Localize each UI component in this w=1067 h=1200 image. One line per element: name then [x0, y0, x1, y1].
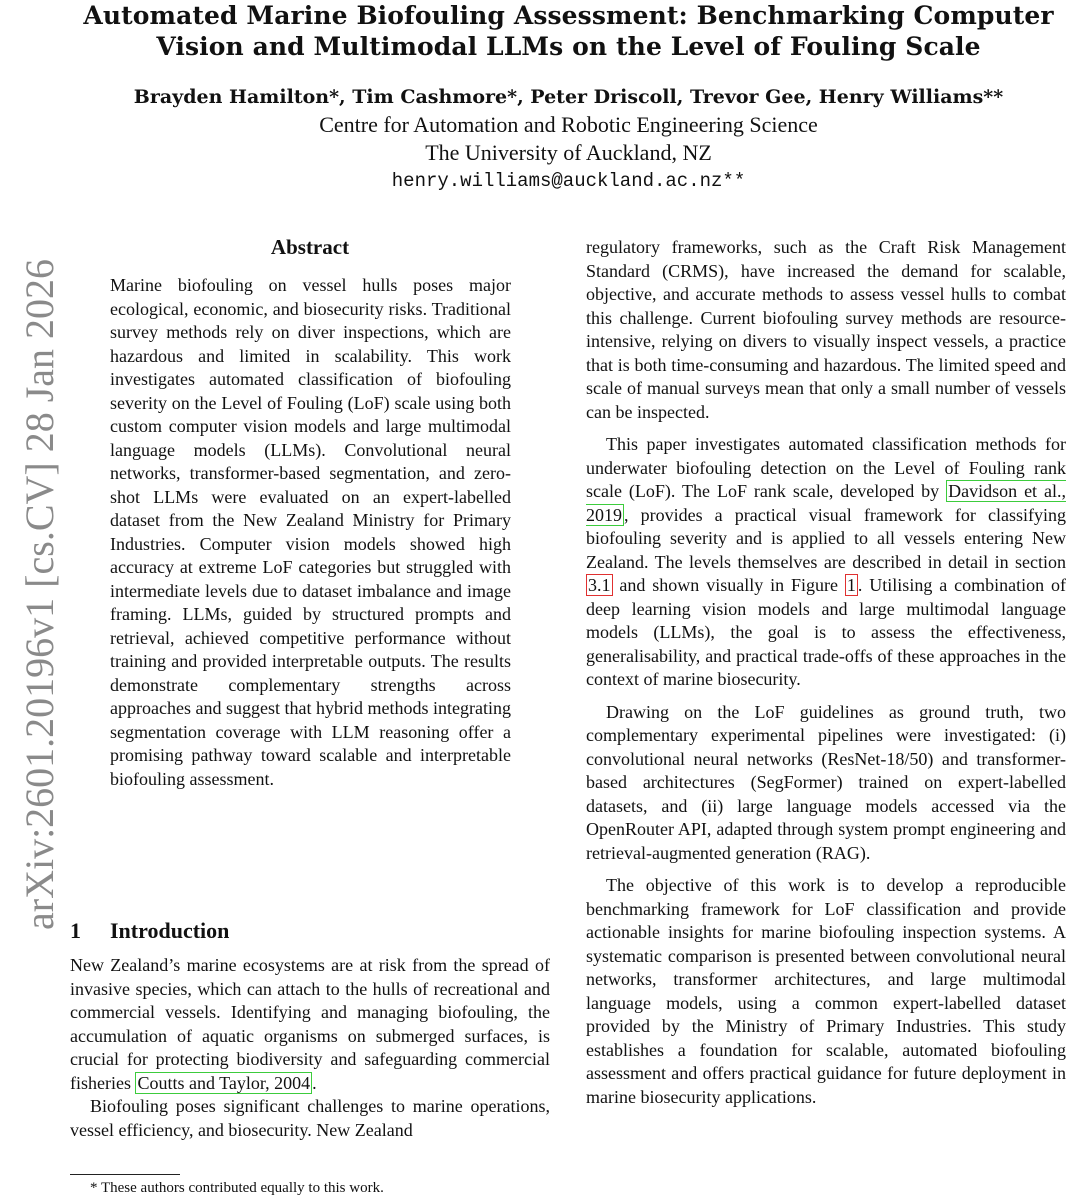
abstract-text: Marine biofouling on vessel hulls poses major ecological, economic, and biosecurity risks. Traditional survey methods rely on diver inspections, which are hazardous and limited in scalability. This work investigates automated classification of biofouling severity on the Level of Fouling (LoF) scale using both custom computer vision models and large multimodal language models (LLMs). Convolutional neural networks, transformer-based segmentation, and zero-shot LLMs were evaluated on an expert-labelled dataset from the New Zealand Ministry for Primary Industries. Computer vision models showed high accuracy at extreme LoF categories but struggled with intermediate levels due to dataset imbalance and image framing. LLMs, guided by structured prompts and retrieval, achieved competitive performance without training and provided interpretable outputs. The results demonstrate complementary strengths across approaches and suggest that hybrid methods integrating segmentation coverage with LLM reasoning offer a promising pathway toward scalable and interpretable biofouling assessment. [110, 275, 511, 789]
affiliation-line-1: Centre for Automation and Robotic Engineering Science [319, 112, 818, 137]
abstract-body [110, 274, 511, 791]
intro-p3-b: , provides a practical visual framework for classifying biofouling severity and is applied to all vessels entering New Zealand. The levels themselves are described in detail in section [586, 504, 1066, 572]
affiliation [20, 111, 1067, 167]
intro-paragraph-3 [586, 433, 1066, 692]
intro-p3-c: and shown visually in Figure [612, 575, 845, 595]
figure-ref-link[interactable]: 1 [846, 575, 856, 595]
intro-p3-a: This paper investigates automated classification methods for underwater biofouling detection on the Level of Fouling rank scale (LoF). The LoF rank scale, developed by [586, 434, 1066, 501]
intro-paragraph-2: Biofouling poses significant challenges to marine operations, vessel efficiency, and biosecurity. New Zealand [70, 1096, 550, 1140]
section-heading-introduction [70, 918, 229, 944]
intro-paragraph-2-continued: regulatory frameworks, such as the Craft Risk Management Standard (CRMS), have increased the demand for scalable, objective, and accurate methods to assess vessel hulls to combat this challenge. Current biofouling survey methods are resource-intensive, relying on divers to visually inspect vessels, a practice that is both time-consuming and hazardous. The limited speed and scale of manual surveys mean that only a small number of vessels can be inspected. [586, 237, 1066, 422]
introduction-right-column [586, 236, 1066, 1109]
footnote-equal-contribution: * These authors contributed equally to this work. [90, 1180, 384, 1196]
intro-paragraph-4: Drawing on the LoF guidelines as ground truth, two complementary experimental pipelines were investigated: (i) convolutional neural networks (ResNet-18/50) and transformer-based architectures (SegFormer) trained on expert-labelled datasets, and (ii) large language models accessed via the OpenRouter API, adapted through system prompt engineering and retrieval-augmented generation (RAG). [586, 701, 1066, 863]
arxiv-identifier: arXiv:2601.20196v1 [cs.CV] 28 Jan 2026 [17, 258, 62, 930]
abstract-heading: Abstract [270, 235, 350, 259]
affiliation-line-2: The University of Auckland, NZ [425, 140, 712, 165]
introduction-left-column [70, 954, 550, 1142]
title-line-1: Automated Marine Biofouling Assessment: Benchmarking Computer [83, 1, 1054, 30]
section-ref-link[interactable]: 3.1 [588, 575, 611, 595]
intro-paragraph-5: The objective of this work is to develop a reproducible benchmarking framework for LoF classification and provide actionable insights for marine biofouling inspection systems. A systematic comparison is presented between convolutional neural networks, transformer architectures, and large multimodal language models, using a common expert-labelled dataset provided by the Ministry of Primary Industries. This study establishes a foundation for scalable, automated biofouling assessment and offers practical guidance for future deployment in marine biosecurity applications. [586, 875, 1066, 1107]
citation-davidson[interactable]: Davidson et al., 2019 [586, 481, 1066, 525]
intro-p1-text: New Zealand’s marine ecosystems are at risk from the spread of invasive species, which can attach to the hulls of recreational and commercial vessels. Identifying and managing biofouling, the accumulation of aquatic organisms on submerged surfaces, is crucial for protecting biodiversity and safeguarding commercial fisheries [70, 955, 550, 1093]
citation-coutts-taylor[interactable]: Coutts and Taylor, 2004 [137, 1072, 311, 1093]
intro-p3-d: . Utilising a combination of deep learning vision models and large multimodal language models (LLMs), the goal is to assess the effectiveness, generalisability, and practical trade-offs of these approaches in the context of marine biosecurity. [586, 575, 1066, 689]
footnote-rule [70, 1174, 180, 1175]
section-number: 1 [70, 918, 81, 943]
author-list: Brayden Hamilton*, Tim Cashmore*, Peter Driscoll, Trevor Gee, Henry Williams** [133, 86, 1004, 108]
intro-paragraph-1 [70, 954, 550, 1095]
section-title: Introduction [110, 918, 230, 943]
title-line-2: Vision and Multimodal LLMs on the Level of Fouling Scale [156, 32, 981, 61]
paper-title [40, 0, 1067, 62]
contact-email: henry.williams@auckland.ac.nz** [391, 170, 746, 192]
intro-p1-end: . [312, 1072, 317, 1093]
